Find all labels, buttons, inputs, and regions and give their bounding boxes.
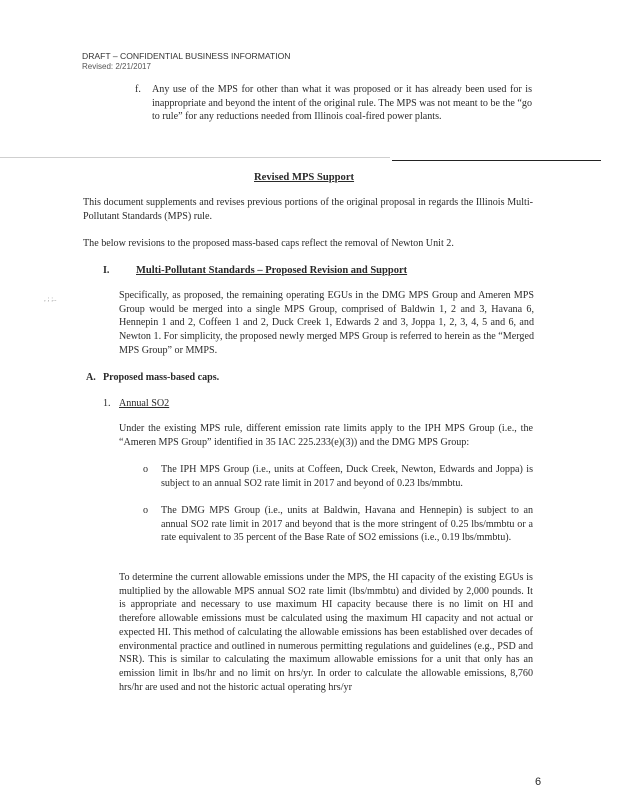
intro-paragraph-1: This document supplements and revises previous portions of the original proposal in regards the Illinois Multi-Pollutant Standards (MPS) rule. [83,197,533,222]
revised-date: Revised: 2/21/2017 [82,62,151,71]
subsection-1-title: Annual SO2 [119,398,170,409]
page-title: Revised MPS Support [254,172,355,183]
section-1-paragraph: Specifically, as proposed, the remaining operating EGUs in the DMG MPS Group and Ameren MPS Group would be merged into a single MPS Group, comprised of Baldwin 1, 2 and 3, Havana 6, Hennepin 1 and 2, Coffeen 1 and 2, Duck Creek 1, Edwards 2 and 3, Joppa 1, 2, 3, 4, 5 and 6, and Newton 1. For simplicity, the proposed newly merged MPS Group is referred to herein as the “Merged MPS Group” or MMPS. [119,290,534,356]
subsection-1-paragraph: Under the existing MPS rule, different emission rate limits apply to the IPH MPS Group (i.e., the “Ameren MPS Group” identified in 35 IAC 225.233(e)(3)) and the DMG MPS Group: [119,423,533,448]
margin-mark: , ; ;.. [44,295,57,303]
subsection-a-title: Proposed mass-based caps. [103,372,220,383]
subsection-a-marker: A. [86,372,96,383]
bullet-item-1: The IPH MPS Group (i.e., units at Coffeen, Duck Creek, Newton, Edwards and Joppa) is subject to an annual SO2 rate limit in 2017 and beyond of 0.23 lbs/mmbtu. [161,464,533,489]
section-1-numeral: I. [103,265,110,276]
confidentiality-header: DRAFT – CONFIDENTIAL BUSINESS INFORMATION [82,51,291,61]
bullet-item-2: The DMG MPS Group (i.e., units at Baldwin, Havana and Hennepin) is subject to an annual SO2 rate limit in 2017 and beyond that is the more stringent of 0.25 lbs/mmbtu or a rate equivalent to 35 percent of the Base Rate of SO2 emissions (i.e., 0.19 lbs/mmbtu). [161,505,533,544]
item-f-text: Any use of the MPS for other than what it was proposed or it has already been used for is inappropriate and beyond the intent of the original rule. The MPS was not meant to be the “go to rule” for any reductions needed from Illinois coal-fired power plants. [152,84,532,123]
item-f-marker: f. [135,84,141,95]
bullet-symbol: o [143,505,149,516]
divider-light [0,157,390,158]
subsection-1-paragraph-2: To determine the current allowable emissions under the MPS, the HI capacity of the existing EGUs is multiplied by the allowable MPS annual SO2 rate limit (lbs/mmbtu) and divided by 2,000 pounds. It is appropriate and necessary to use maximum HI capacity because there is no limit on HI and therefore allowable emissions must be calculated using the maximum HI capacity and not actual or expected HI. This method of calculating the allowable emissions has been established over decades of environmental practice and outlined in numerous permitting regulations and guidelines (e.g., PSD and NSR). This is similar to calculating the maximum allowable emissions for a unit that only has an emission limit in lbs/hr and no limit on hrs/yr. In order to calculate the allowable emissions, 8,760 hrs/hr are used and not the historic actual operating hrs/yr [119,572,533,693]
section-1-title: Multi-Pollutant Standards – Proposed Revision and Support [136,265,408,276]
bullet-symbol: o [143,464,149,475]
page-number: 6 [535,776,542,788]
divider-dark [392,160,601,161]
subsection-1-marker: 1. [103,398,111,409]
intro-paragraph-2: The below revisions to the proposed mass-based caps reflect the removal of Newton Unit 2. [83,238,454,249]
